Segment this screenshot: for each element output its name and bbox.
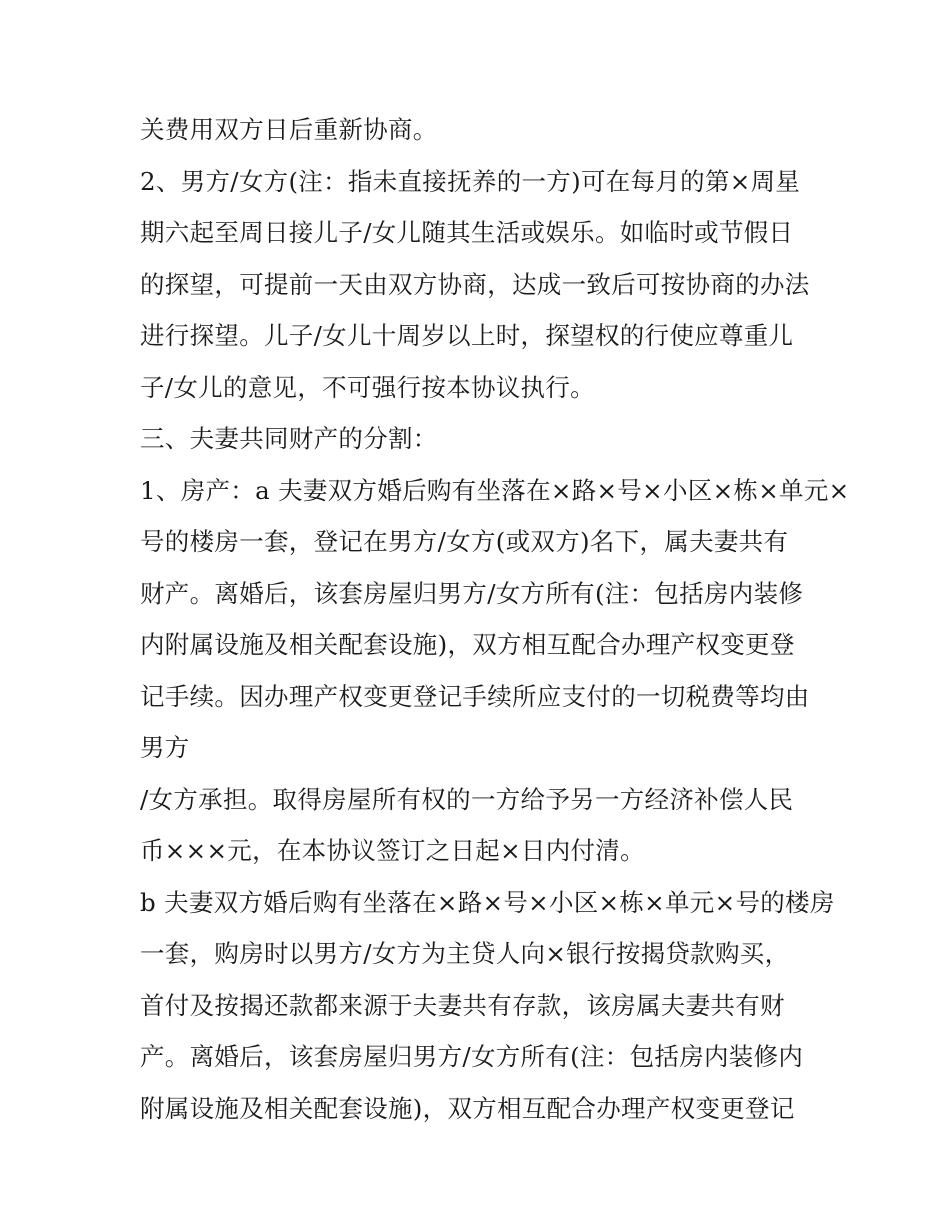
document-body	[140, 108, 850, 1138]
text-line: 产。离婚后，该套房屋归男方/女方所有(注：包括房内装修内	[140, 1042, 804, 1071]
text-line: 2、男方/女方(注：指未直接抚养的一方)可在每月的第×周星	[140, 166, 801, 196]
text-line: 子/女儿的意见，不可强行按本协议执行。	[140, 372, 595, 402]
text-line: 首付及按揭还款都来源于夫妻共有存款，该房属夫妻共有财	[140, 990, 785, 1020]
text-line: 号的楼房一套，登记在男方/女方(或双方)名下，属夫妻共有	[140, 527, 789, 556]
text-line: 财产。离婚后，该套房屋归男方/女方所有(注：包括房内装修	[140, 578, 804, 608]
text-line: 关费用双方日后重新协商。	[140, 115, 438, 144]
text-line: 进行探望。儿子/女儿十周岁以上时，探望权的行使应尊重儿	[140, 321, 794, 350]
text-line: 币×××元，在本协议签订之日起×日内付清。	[140, 836, 645, 865]
text-line: 附属设施及相关配套设施)，双方相互配合办理产权变更登记	[140, 1093, 795, 1123]
text-line: /女方承担。取得房屋所有权的一方给予另一方经济补偿人民	[140, 784, 794, 814]
text-line: 1、房产：a 夫妻双方婚后购有坐落在×路×号×小区×栋×单元×	[140, 475, 850, 505]
text-line: b 夫妻双方婚后购有坐落在×路×号×小区×栋×单元×号的楼房	[140, 887, 835, 917]
text-line: 男方	[140, 733, 190, 762]
text-line: 期六起至周日接儿子/女儿随其生活或娱乐。如临时或节假日	[140, 218, 794, 247]
text-line: 一套，购房时以男方/女方为主贷人向×银行按揭贷款购买，	[140, 939, 790, 968]
text-line: 记手续。因办理产权变更登记手续所应支付的一切税费等均由	[140, 681, 810, 711]
section-heading: 三、夫妻共同财产的分割：	[140, 424, 438, 453]
text-line: 内附属设施及相关配套设施)，双方相互配合办理产权变更登	[140, 630, 795, 659]
text-line: 的探望，可提前一天由双方协商，达成一致后可按协商的办法	[140, 269, 810, 299]
